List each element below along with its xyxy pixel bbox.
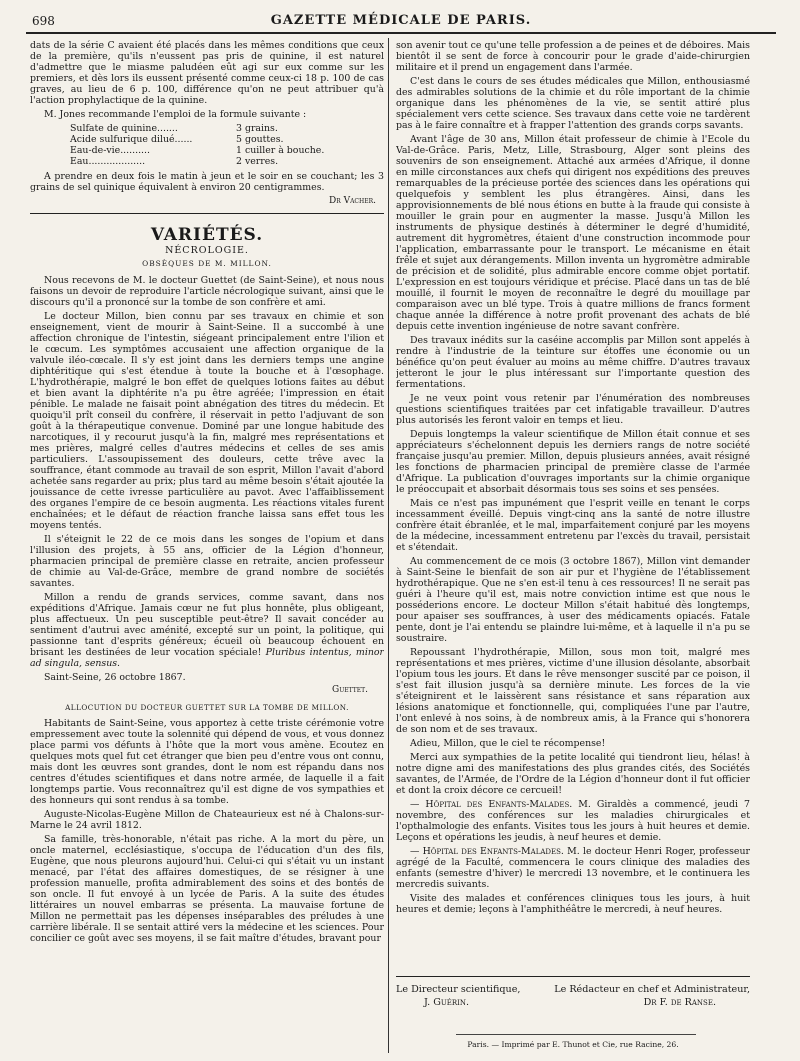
page-header xyxy=(26,10,776,34)
page-number: 698 xyxy=(32,14,55,28)
news-label: Hôpital des Enfants-Malades. xyxy=(425,799,573,810)
paragraph: Je ne veux point vous retenir par l'énumération des nombreuses questions scientifiques traitées par cet infatigable travailleur. D'autres plus autorisés les feront valoir en temps et lieu. xyxy=(396,393,750,426)
news-item: — Hôpital des Enfants-Malades. M. Giraldès a commencé, jeudi 7 novembre, des conférences sur les maladies chirurgicales et l'opthalmologie des enfants. Visites tous les jours à huit heures et demie. Leçons et opérations les jeudis, à neuf heures et demie. xyxy=(396,799,750,843)
paragraph: Il s'éteignit le 22 de ce mois dans les songes de l'opium et dans l'illusion des projets, à 55 ans, officier de la Légion d'honneur, pharmacien principal de première classe en retraite, ancien professeur de chimie au Val-de-Grâce, membre de grand nombre de sociétés savantes. xyxy=(30,534,384,589)
left-column xyxy=(30,40,384,1052)
paragraph: Avant l'âge de 30 ans, Millon était professeur de chimie à l'Ecole du Val-de-Grâce. Paris, Metz, Lille, Strasbourg, Alger sont pleins des souvenirs de son enseignement. Attaché aux armées d'Afrique, il donne en mille circonstances aux chefs qui dirigent nos expéditions des preuves remarquables de la précieuse portée des sciences dans les opérations qui quelquefois y semblent les plus étrangères. Ainsi, dans les approvisionnements de blé nous étions en butte à la fraude qui consiste à mouiller le grain pour en augmenter la masse. Jusqu'à Millon les instruments de physique destinés à déterminer le degré d'humidité, autrement dit hygromètres, étaient d'une construction incommode pour l'application, embarrassante pour le transport. Le mécanisme en était frêle et sujet aux dérangements. Millon inventa un hygromètre admirable de précision et de solidité, plus admirable encore comme objet portatif. L'expression en est toujours véridique et précise. Placé dans un tas de blé mouillé, il fournit le moyen de reconnaître le degré du mouillage par comparaison avec un blé type. Trois à quatre millions de francs forment chaque année la différence à notre profit provenant des achats de blé depuis cette invention ingénieuse de notre savant confrère. xyxy=(396,134,750,332)
journal-title: GAZETTE MÉDICALE DE PARIS. xyxy=(270,13,532,28)
formula-row: Eau-de-vie.......... 1 cuiller à bouche. xyxy=(70,145,325,156)
paragraph: Des travaux inédits sur la caséine accomplis par Millon sont appelés à rendre à l'industrie de la teinture sur étoffes une économie ou un bénéfice qu'on peut évaluer au moins au même chiffre. D'autres travaux jetteront le jour le plus intéressant sur l'importante question des fermentations. xyxy=(396,335,750,390)
paragraph: dats de la série C avaient été placés dans les mêmes conditions que ceux de la première, qu'ils n'eussent pas pris de quinine, il est naturel d'admettre que le miasme paludéen eût agi sur eux comme sur les premiers, et dès lors ils eussent présenté comme ceux-ci 18 p. 100 de cas graves, au lieu de 6 p. 100, différence qu'on ne peut attribuer qu'à l'action prophylactique de la quinine. xyxy=(30,40,384,106)
paragraph: Nous recevons de M. le docteur Guettet (de Saint-Seine), et nous nous faisons un devoir de reproduire l'article nécrologique suivant, ainsi que le discours qu'il a prononcé sur la tombe de son confrère et ami. xyxy=(30,275,384,308)
paragraph: Visite des malades et conférences cliniques tous les jours, à huit heures et demie; leçons à l'amphithéâtre le mercredi, à neuf heures. xyxy=(396,893,750,915)
signature: Dr Vacher. xyxy=(328,196,376,206)
printer-imprint: Paris. — Imprimé par E. Thunot et Cie, rue Racine, 26. xyxy=(467,1040,679,1049)
paragraph: Habitants de Saint-Seine, vous apportez à cette triste cérémonie votre empressement avec toute la solennité qui dépend de vous, et vous donnez place parmi vos défunts à l'hôte que la mort vous amène. Ecoutez en quelques mots quel fut cet étranger que bien peu d'entre vous ont connu, mais dont les œuvres sont grandes, dont le nom est répandu dans nos centres d'études scientifiques et dans notre armée, de laquelle il a fait longtemps partie. Vous reconnaîtrez qu'il est digne de vos sympathies et des honneurs qui sont rendus à sa tombe. xyxy=(30,718,384,806)
imprint-rule xyxy=(456,1034,696,1035)
director-label: Le Directeur scientifique, xyxy=(396,984,521,995)
right-column xyxy=(396,40,750,970)
editor-name: Dr F. de Ranse. xyxy=(643,997,716,1008)
byline: Guettet. xyxy=(332,685,368,695)
paragraph: Mais ce n'est pas impunément que l'esprit veille en tenant le corps incessamment éveillé. Depuis vingt-cinq ans la santé de notre illustre confrère était ébranlée, et le mal, imparfaitement conjuré par les moyens de la médecine, incessamment entretenu par l'excès du travail, persistait et s'étendait. xyxy=(396,498,750,553)
formula-row: Sulfate de quinine....... 3 grains. xyxy=(70,123,278,134)
paragraph: A prendre en deux fois le matin à jeun et le soir en se couchant; les 3 grains de sel quinique équivalent à environ 20 centigrammes. xyxy=(30,171,384,193)
paragraph: Merci aux sympathies de la petite localité qui tiendront lieu, hélas! à notre digne ami des manifestations des plus grandes cités, des Sociétés savantes, de l'Armée, de l'Ordre de la Légion d'honneur dont il fut officier et dont la croix décore ce cercueil! xyxy=(396,752,750,796)
paragraph: son avenir tout ce qu'une telle profession a de peines et de déboires. Mais bientôt il se sent de force à concourir pour le grade d'aide-chirurgien militaire et il prend un engagement dans l'armée. xyxy=(396,40,750,73)
paragraph: Depuis longtemps la valeur scientifique de Millon était connue et ses appréciateurs s'échelonnent depuis les derniers rangs de notre société française jusqu'au premier. Millon, depuis plusieurs années, avait résigné les fonctions de pharmacien principal de première classe de l'armée d'Afrique. La publication d'ouvrages importants sur la chimie organique le préoccupait et absorbait désormais tous ses soins et ses pensées. xyxy=(396,429,750,495)
news-item: — Hôpital des Enfants-Malades. M. le docteur Henri Roger, professeur agrégé de la Faculté, commencera le cours clinique des maladies des enfants (semestre d'hiver) le mercredi 13 novembre, et le continuera les mercredis suivants. xyxy=(396,846,750,890)
paragraph: Sa famille, très-honorable, n'était pas riche. A la mort du père, un oncle maternel, ecclésiastique, s'occupa de l'éducation d'un des fils, Eugène, que nous pleurons aujourd'hui. Celui-ci qui s'était vu un instant menacé, par l'état des affaires domestiques, de se résigner à une profession manuelle, profita admirablement des soins et des bontés de son oncle. Il fut envoyé à un lycée de Paris. A la suite des études littéraires un nouvel embarras se présenta. La mauvaise fortune de Millon ne permettait pas les dépenses inséparables des préludes à une carrière libérale. Il se sentait attiré vers la médecine et les sciences. Pour concilier ce goût avec ses moyens, il se fait maître d'études, bravant pour xyxy=(30,834,384,944)
paragraph: M. Jones recommande l'emploi de la formule suivante : xyxy=(44,109,307,120)
editor-label: Le Rédacteur en chef et Administrateur, xyxy=(554,984,750,995)
formula-row: Acide sulfurique dilué...... 5 gouttes. xyxy=(70,134,284,145)
director-name: J. Guérin. xyxy=(424,997,470,1008)
section-title: VARIÉTÉS. xyxy=(150,225,264,245)
paragraph: Adieu, Millon, que le ciel te récompense! xyxy=(410,738,606,749)
paragraph: Au commencement de ce mois (3 octobre 1867), Millon vint demander à Saint-Seine le bienfait de son air pur et l'hygiène de l'établissement hydrothérapique. Que ne s'en est-il tenu à ces ressources! Il ne serait pas guéri à l'heure qu'il est, mais notre conviction intime est que nous le posséderions encore. Le docteur Millon s'était habitué dès longtemps, pour apaiser ses souffrances, à user des médicaments opiacés. Fatale pente, dont je l'ai entendu se plaindre lui-même, et à laquelle il n'a pu se soustraire. xyxy=(396,556,750,644)
article-title: OBSÈQUES DE M. MILLON. xyxy=(142,259,272,268)
subsection-title: NÉCROLOGIE. xyxy=(165,245,249,256)
news-label: Hôpital des Enfants-Malades. xyxy=(422,846,564,857)
editorial-signatures xyxy=(396,976,750,1009)
paragraph: Le docteur Millon, bien connu par ses travaux en chimie et son enseignement, vient de mourir à Saint-Seine. Il a succombé à une affection chronique de l'intestin, siégeant principalement entre l'ilion et le cœcum. Les symptômes accusaient une affection organique de la valvule iléo-cœcale. Il s'y est joint dans les derniers temps une angine diphtéritique qui s'est étendue à toute la bouche et à l'œsophage. L'hydrothérapie, malgré le bon effet de quelques lotions faites au début et bien avant la diphtérite n'a pu être agréée; l'impression en était pénible. Le malade ne faisait point abnégation des titres du médecin. Et quoiqu'il prît conseil du confrère, il réservait in petto l'adjuvant de son goût à la thérapeutique convenue. Dominé par une longue habitude des narcotiques, il y recourut jusqu'à la fin, malgré mes représentations et mes prières, malgré celles d'autres médecins et celles de ses amis particuliers. L'assoupissement des douleurs, cette trêve avec la souffrance, étant commode au travail de son esprit, Millon l'avait d'abord achetée sans regarder au prix; plus tard au même besoin s'était ajoutée la jouissance de cette ivresse particulière au pavot. Avec l'affaiblissement des organes l'empire de ce besoin augmenta. Les réactions vitales furent enchaînées; et le défaut de réaction franche laissa sans effet tous les moyens tentés. xyxy=(30,311,384,531)
paragraph: Repoussant l'hydrothérapie, Millon, sous mon toit, malgré mes représentations et mes prières, victime d'une illusion désolante, absorbait l'opium tous les jours. Et dans le rêve mensonger suscité par ce poison, il s'est fait illusion jusqu'à sa dernière minute. Les forces de la vie s'éteignirent et le laissèrent sans résistance et sans réparation aux lésions anatomique et fonctionnelle, qui, compliquées l'une par l'autre, l'ont enlevé à nos soins, à de nombreux amis, à la France qui s'honorera de son nom et de ses travaux. xyxy=(396,647,750,735)
article-title: ALLOCUTION DU DOCTEUR GUETTET SUR LA TOMBE DE MILLON. xyxy=(65,703,349,712)
formula-row: Eau................... 2 verres. xyxy=(70,156,279,167)
latin-quote: Pluribus intentus, minor ad singula, sensus. xyxy=(30,647,384,669)
formula xyxy=(70,123,384,167)
paragraph: Auguste-Nicolas-Eugène Millon de Chateaurieux est né à Chalons-sur-Marne le 24 avril 1812. xyxy=(30,809,384,831)
paragraph: Millon a rendu de grands services, comme savant, dans nos expéditions d'Afrique. Jamais cœur ne fut plus honnête, plus obligeant, plus affectueux. Un peu susceptible peut-être? Il savait concéder au sentiment d'autrui avec aménité, excepté sur un point, la politique, qui passionne tant d'esprits généreux; écueil où beaucoup échouent en brisant les destinées de leur vocation spéciale! Pluribus intentus, minor ad singula, sensus. xyxy=(30,592,384,669)
column-divider xyxy=(388,38,389,1053)
newspaper-page xyxy=(26,10,776,1055)
section-rule xyxy=(30,213,384,214)
paragraph: C'est dans le cours de ses études médicales que Millon, enthousiasmé des admirables solutions de la chimie et du rôle important de la chimie organique dans les phénomènes de la vie, se sentit attiré plus spécialement vers cette science. Ses travaux dans cette voie ne tardèrent pas à le faire connaître et à frapper l'attention des grands corps savants. xyxy=(396,76,750,131)
dateline: Saint-Seine, 26 octobre 1867. xyxy=(44,672,186,683)
